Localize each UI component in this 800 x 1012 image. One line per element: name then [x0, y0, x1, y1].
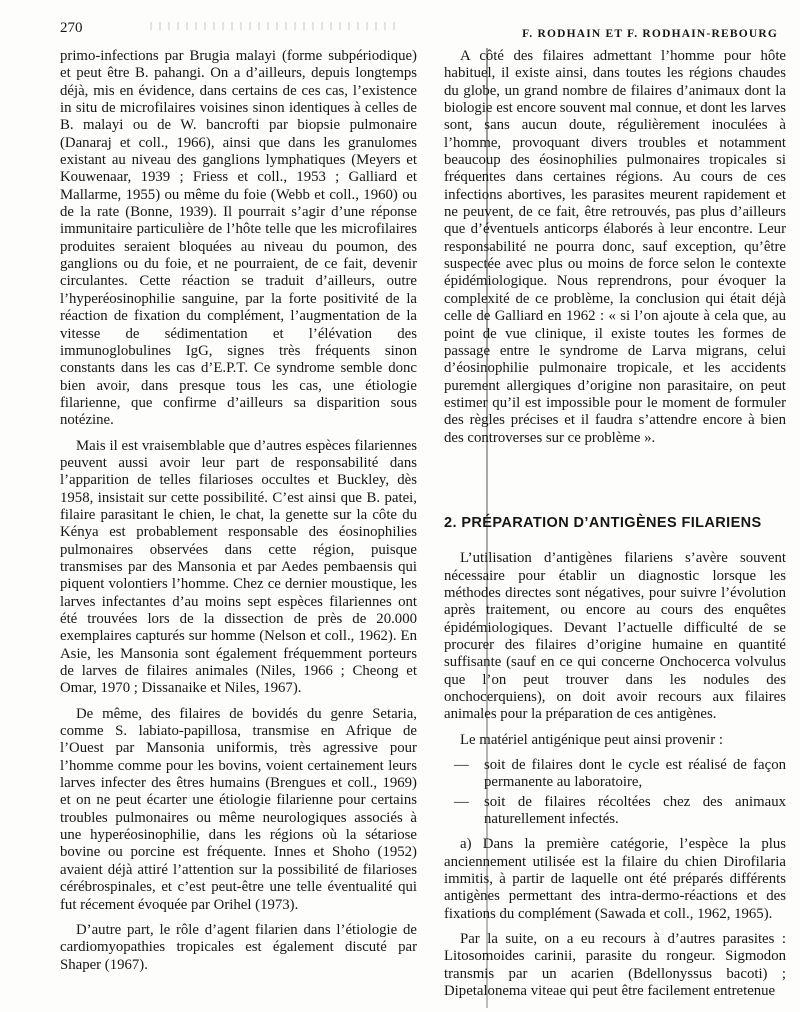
list-item	[444, 757, 786, 792]
section-heading: 2. PRÉPARATION D’ANTIGÈNES FILARIENS	[444, 514, 762, 531]
right-paragraph-2: L’utilisation d’antigènes filariens s’avère souvent nécessaire pour établir un diagnostic lorsque les méthodes directes sont négatives, pour suivre l’évolution après traitement, ou encore au cours des enquêtes épidémiologiques. Devant l’actuelle difficulté de se procurer des filaires d’origine humaine en quantité suffisante (sauf en ce qui concerne Onchocerca volvulus que l’on peut trouver dans les nodules des onchocerquiens), on doit avoir recours aux filaires animales pour la préparation de ces antigènes.	[444, 550, 786, 723]
left-paragraph-1: primo-infections par Brugia malayi (forme subpériodique) et peut être B. pahangi. On a d’ailleurs, depuis longtemps déjà, mis en évidence, dans certains de ces cas, l’existence in situ de microfilaires voisines sinon identiques à celles de B. malayi ou de W. bancrofti par biopsie pulmonaire (Danaraj et coll., 1966), ainsi que dans les granulomes existant au niveau des ganglions lymphatiques (Meyers et Kouwenaar, 1939 ; Friess et coll., 1953 ; Galliard et Mallarme, 1955) ou même du foie (Webb et coll., 1960) ou de la rate (Bonne, 1939). Il pourrait s’agir d’une réponse immunitaire particulière de l’hôte telle que les microfilaires produites seraient bloquées au niveau du poumon, des ganglions ou du foie, et ne pourraient, de ce fait, devenir circulantes. Cette réaction se traduit d’ailleurs, outre l’hyperéosinophilie sanguine, par la forte positivité de la réaction de fixation du complément, l’augmentation de la vitesse de sédimentation et l’élévation des immunoglobulines IgG, signes très fréquents sinon constants dans les cas d’E.P.T. Ce syndrome semble donc bien avoir, dans presque tous les cas, une étiologie filarienne, que confirme d’ailleurs sa disparition sous notézine.	[60, 48, 417, 429]
left-paragraph-2: Mais il est vraisemblable que d’autres espèces filariennes peuvent aussi avoir leur part de responsabilité dans l’apparition de telles filarioses occultes et Buckley, dès 1958, insistait sur cette possibilité. C’est ainsi que B. patei, filaire parasitant le chien, le chat, la genette sur la côte du Kényа est probablement responsable des éosinophilies pulmonaires observées dans cette région, puisque transmises par des Mansonia et par Aedes pembaensis qui piquent volontiers l’homme. Chez ce dernier moustique, les larves infectantes d’au moins sept espèces filariennes ont été trouvées lors de la dissection de près de 20.000 exemplaires capturés sur homme (Nelson et coll., 1962). En Asie, les Mansonia sont également fréquemment porteurs de larves de filaires animales (Niles, 1966 ; Cheong et Omar, 1970 ; Dissanaike et Niles, 1967).	[60, 437, 417, 697]
right-paragraph-4: Par la suite, on a eu recours à d’autres parasites : Litosomoides carinii, parasite du rongeur. Sigmodon transmis par un acarien (Bdellonyssus bacoti) ; Dipetalonema viteae qui peut être facilement entretenue	[444, 931, 786, 1000]
right-paragraph-3: a) Dans la première catégorie, l’espèce la plus anciennement utilisée est la filaire du chien Dirofilaria immitis, à partir de laquelle ont été préparés différents antigènes permettant des intra-dermo-réactions et des fixations du complément (Sawada et coll., 1962, 1965).	[444, 836, 786, 922]
page-number: 270	[60, 20, 83, 36]
list-dash: —	[454, 793, 469, 810]
source-list	[444, 757, 786, 828]
right-column	[444, 48, 786, 1009]
section-spacer-2	[444, 540, 786, 550]
scan-artifact	[150, 22, 400, 30]
section-spacer	[444, 455, 786, 515]
list-intro: Le matériel antigénique peut ainsi provenir :	[460, 731, 723, 748]
list-item	[444, 794, 786, 829]
list-dash: —	[454, 757, 469, 774]
list-item-text: soit de filaires dont le cycle est réalisé de façon permanente au laboratoire,	[484, 757, 786, 791]
list-item-text: soit de filaires récoltées chez des animaux naturellement infectés.	[484, 793, 786, 828]
right-paragraph-1: A côté des filaires admettant l’homme pour hôte habituel, il existe ainsi, dans toutes les régions chaudes du globe, un grand nombre de filaires d’animaux dont la biologie est encore souvent mal connue, et dont les larves sont, sans aucun doute, régulièrement inoculées à l’homme, provoquant divers troubles et notamment beaucoup des éosinophilies pulmonaires tropicales si fréquentes dans certaines régions. Au cours de ces infections abortives, les parasites meurent rapidement et ne peuvent, de ce fait, être retrouvés, pas plus d’ailleurs que d’éventuels anticorps élaborés à leur encontre. Leur responsabilité ne pourra donc, sauf exception, qu’être suspectée avec plus ou moins de force selon le contexte épidémiologique. Nous reprendrons, pour évoquer la complexité de ce problème, la conclusion qui était déjà celle de Galliard en 1962 : « si l’on ajoute à cela que, au point de vue clinique, il existe toutes les formes de passage entre le syndrome de Larva migrans, celui d’éosinophilie pulmonaire tropicale, et les accidents purement allergiques d’origine non parasitaire, on peut estimer qu’il est impossible pour le moment de formuler des règles précises et il faudra s’attendre encore à bien des controverses sur ce problème ».	[444, 48, 786, 446]
left-column	[60, 48, 417, 982]
left-paragraph-4: D’autre part, le rôle d’agent filarien dans l’étiologie de cardiomyopathies tropicales est également discuté par Shaper (1967).	[60, 921, 417, 973]
left-paragraph-3: De même, des filaires de bovidés du genre Setaria, comme S. labiato-papillosa, transmise en Afrique de l’Ouest par Mansonia uniformis, très agressive pour l’homme comme pour les bovins, voient certainement leurs larves infecter des êtres humains (Brengues et coll., 1969) et on ne peut écarter une étiologie filarienne pour certains troubles pulmonaires ou même neurologiques associés à une hyperéosinophilie, dans les régions où la sétariose bovine ou porcine est fréquente. Innes et Shoho (1952) avaient déjà attiré l’attention sur la possibilité de filarioses cérébrospinales, et c’est peut-être une telle éventualité qui fut récement évoquée par Orihel (1973).	[60, 705, 417, 913]
running-head: F. RODHAIN ET F. RODHAIN-REBOURG	[522, 28, 778, 40]
